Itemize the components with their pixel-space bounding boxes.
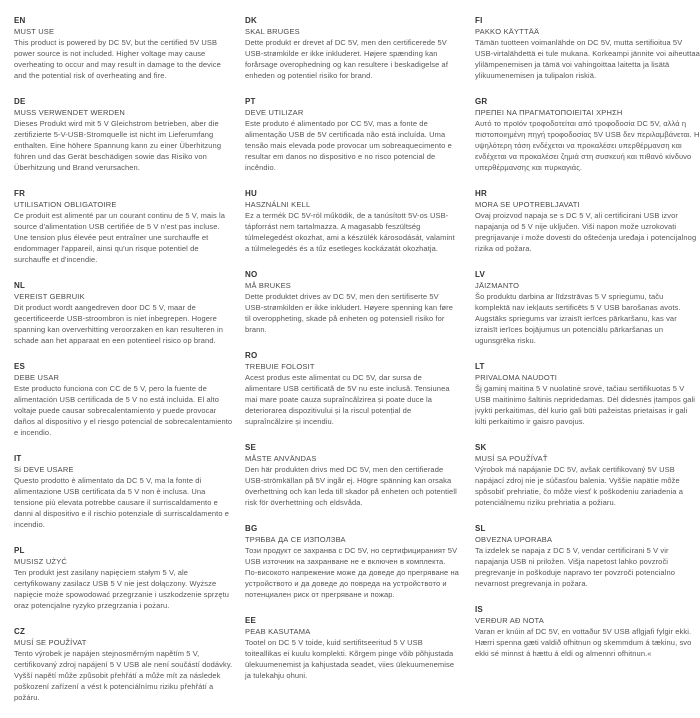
notice-section-sk — [475, 442, 700, 508]
notice-body: This product is powered by DC 5V, but the certified 5V USB power source is not included. Higher voltage may cause overheating to occur and may result in damage to the device and the potential risk of overheating and fire. — [14, 38, 221, 80]
language-code: HR — [475, 189, 487, 198]
notice-title: UTILISATION OBLIGATOIRE — [14, 200, 117, 209]
notice-title: VEREIST GEBRUIK — [14, 292, 85, 301]
language-code: EN — [14, 16, 26, 25]
notice-section-de — [14, 96, 233, 173]
notice-title: ΠΡΕΠΕΙ ΝΑ ΠΡΑΓΜΑΤΟΠΟΙΕΙΤΑΙ ΧΡΗΣΗ — [475, 108, 623, 117]
language-code: ES — [14, 362, 26, 371]
notice-title: MUSÍ SE POUŽÍVAT — [14, 638, 87, 647]
language-code: FR — [14, 189, 26, 198]
notice-body: Ta izdelek se napaja z DC 5 V, vendar certificirani 5 V vir napajanja USB ni priložen. Višja napetost lahko povzroči pregrevanje in poškoduje napravo ter povzroči potencialno nevarnost pregrevanja in požara. — [475, 546, 675, 588]
language-code: RO — [245, 351, 258, 360]
language-code: SE — [245, 443, 257, 452]
language-code: FI — [475, 16, 483, 25]
notice-title: MUSISZ UŻYĆ — [14, 557, 68, 566]
notice-section-sl — [475, 523, 700, 589]
notice-body: Dit product wordt aangedreven door DC 5 V, maar de gecertificeerde USB-stroombron is niet inbegrepen. Hogere spanning kan oververhitting veroorzaken en kan resulteren in schade aan het apparaat en een potentieel risico op brand. — [14, 303, 224, 345]
notice-title: Si DEVE USARE — [14, 465, 74, 474]
notice-section-ro — [245, 350, 459, 427]
language-code: GR — [475, 97, 488, 106]
language-code: NL — [14, 281, 26, 290]
notice-body: Ez a termék DC 5V-ról működik, de a tanúsított 5V-os USB-tápforrást nem tartalmazza. A magasabb feszültség túlmelegedést okozhat, ami a készülék károsodását, valamint a túlmelegedés és a tűz esetleges kockázatát okozhatja. — [245, 211, 455, 253]
notice-title: TREBUIE FOLOSIT — [245, 362, 315, 371]
notice-body: Ten produkt jest zasilany napięciem stałym 5 V, ale certyfikowany zasilacz USB 5 V nie jest dołączony. Wyższe napięcie może spowodować przegrzanie i uszkodzenie sprzętu oraz potencjalne ryzyko przegrzania i pożaru. — [14, 568, 230, 610]
notice-body: Este produto é alimentado por CC 5V, mas a fonte de alimentação USB de 5V certificada não está incluída. Uma tensão mais elevada pode provocar um sobreaquecimento e resultar em danos no dispositivo e no risco potencial de incêndio. — [245, 119, 452, 172]
language-code: NO — [245, 270, 258, 279]
notice-title: MUSÍ SA POUŽÍVAŤ — [475, 454, 548, 463]
notice-section-ee — [245, 615, 459, 681]
language-code: DK — [245, 16, 257, 25]
notice-title: MORA SE UPOTREBLJAVATI — [475, 200, 580, 209]
notice-title: JĀIZMANTO — [475, 281, 520, 290]
notice-title: MUST USE — [14, 27, 55, 36]
notice-section-bg — [245, 523, 459, 600]
language-code: PT — [245, 97, 256, 106]
notice-column-3 — [475, 15, 700, 718]
notice-body: Acest produs este alimentat cu DC 5V, dar sursa de alimentare USB certificată de 5V nu este inclusă. Tensiunea mai mare poate cauza supraîncălzirea și poate duce la deteriorarea dispozitivului și la riscul potențial de supraîncălzire și incendiu. — [245, 373, 450, 426]
notice-body: Този продукт се захранва с DC 5V, но сертифицираният 5V USB източник на захранване не е включен в комплекта. По-високото напрежение може да доведе до прегряване на устройството и да доведе до повреда на устройството и потенциален риск от прегряване и пожар. — [245, 546, 459, 599]
language-code: BG — [245, 524, 258, 533]
notice-section-en — [14, 15, 233, 81]
notice-section-fr — [14, 188, 233, 265]
notice-column-2 — [245, 15, 459, 718]
notice-title: PRIVALOMA NAUDOTI — [475, 373, 558, 382]
notice-section-pt — [245, 96, 459, 173]
notice-title: MÅSTE ANVÄNDAS — [245, 454, 317, 463]
notice-body: Šį gaminį maitina 5 V nuolatinė srovė, tačiau sertifikuotas 5 V USB maitinimo šaltinis nepridedamas. Dėl didesnės įtampos gali įvykti perkaitimas, dėl kurio gali būti pažeistas prietaisas ir gali kilti perkaitimo ir gaisro pavojus. — [475, 384, 696, 426]
notice-section-is — [475, 604, 700, 659]
notice-section-dk — [245, 15, 459, 81]
notice-title: ТРЯБВА ДА СЕ ИЗПОЛЗВА — [245, 535, 346, 544]
notice-body: Tämän tuotteen voimanlähde on DC 5V, mutta sertifioitua 5V USB-virtalähdettä ei tule mukana. Korkeampi jännite voi aiheuttaa ylilämpenemisen ja tämä voi vahingoittaa laitetta ja lisätä ylikuumenemisen ja tulipalon riskiä. — [475, 38, 700, 80]
notice-body: Šo produktu darbina ar līdzstrāvas 5 V spriegumu, taču komplektā nav iekļauts sertificēts 5 V USB barošanas avots. Augstāks spriegums var izraisīt ierīces pārkaršanu, kas var izraisīt ierīces bojājumus un potenciālu pārkaršanas un ugunsgrēka risku. — [475, 292, 681, 345]
notice-title: SKAL BRUGES — [245, 27, 300, 36]
notice-title: VERÐUR AÐ NOTA — [475, 616, 544, 625]
language-code: LT — [475, 362, 485, 371]
notice-body: Questo prodotto è alimentato da DC 5 V, ma la fonte di alimentazione USB certificata da 5 V non è inclusa. Una tensione più elevata potrebbe causare il surriscaldamento e danni al dispositivo e il rischio potenziale di surriscaldamento e incendio. — [14, 476, 230, 529]
notice-section-hu — [245, 188, 459, 254]
language-code: HU — [245, 189, 257, 198]
language-code: LV — [475, 270, 486, 279]
notice-section-se — [245, 442, 459, 508]
language-code: SK — [475, 443, 487, 452]
notice-section-gr — [475, 96, 700, 173]
language-code: DE — [14, 97, 26, 106]
notice-body: Den här produkten drivs med DC 5V, men den certifierade USB-strömkällan på 5V ingår ej. Högre spänning kan orsaka överhettning och kan leda till skador på enheten och potentiell risk för överhettning och eldsvåda. — [245, 465, 457, 507]
notice-body: Dette produktet drives av DC 5V, men den sertifiserte 5V USB-strømkilden er ikke inkludert. Høyere spenning kan føre til overoppheting, skade på enheten og potensiell risiko for brann. — [245, 292, 454, 334]
notice-title: PAKKO KÄYTTÄÄ — [475, 27, 540, 36]
notice-section-fi — [475, 15, 700, 81]
notice-section-nl — [14, 280, 233, 346]
language-code: CZ — [14, 627, 26, 636]
notice-body: Dette produkt er drevet af DC 5V, men den certificerede 5V USB-strømkilde er ikke inkluderet. Højere spænding kan forårsage overophedning og kan resultere i beskadigelse af enheden og potentiel risiko for brand. — [245, 38, 449, 80]
notice-title: DEBE USAR — [14, 373, 60, 382]
notice-section-lv — [475, 269, 700, 346]
notice-title: DEVE UTILIZAR — [245, 108, 304, 117]
notice-body: Tento výrobek je napájen stejnosměrným napětím 5 V, certifikovaný zdroj napájení 5 V USB ale není součástí dodávky. Vyšší napětí může způsobit přehřátí a může mít za následek poškození zařízení a vést k potenciálnímu riziku přehřátí a požáru. — [14, 649, 233, 702]
notice-section-es — [14, 361, 233, 438]
notice-column-1 — [14, 15, 233, 718]
language-code: PL — [14, 546, 25, 555]
language-code: IT — [14, 454, 22, 463]
notice-section-cz — [14, 626, 233, 703]
notice-title: HASZNÁLNI KELL — [245, 200, 311, 209]
notice-section-it — [14, 453, 233, 530]
notice-body: Ce produit est alimenté par un courant continu de 5 V, mais la source d'alimentation USB certifiée de 5 V n'est pas incluse. Une tension plus élevée peut entraîner une surchauffe et endommager l'appareil, ainsi qu'un risque potentiel de surchauffe et d'incendie. — [14, 211, 226, 264]
notice-title: MUSS VERWENDET WERDEN — [14, 108, 126, 117]
language-code: IS — [475, 605, 483, 614]
notice-body: Este producto funciona con CC de 5 V, pero la fuente de alimentación USB certificada de 5 V no está incluida. El alto voltaje puede causar sobrecalentamiento y puede provocar daños al dispositivo y el riesgo potencial de sobrecalentamiento e incendio. — [14, 384, 233, 437]
notice-title: MÅ BRUKES — [245, 281, 291, 290]
notice-title: OBVEZNA UPORABA — [475, 535, 553, 544]
language-code: EE — [245, 616, 257, 625]
notice-body: Varan er knúin af DC 5V, en vottaður 5V USB aflgjafi fylgir ekki. Hærri spenna gæti valdið ofhitnun og skemmdum á tækinu, svo ekki sé minnst á hættu á eldi og almennri ofhitnun.« — [475, 627, 692, 658]
notice-body: Výrobok má napájanie DC 5V, avšak certifikovaný 5V USB napájací zdroj nie je súčasťou balenia. Vyššie napätie môže spôsobiť prehriatie, čo môže viesť k poškodeniu zariadenia a potenciálnemu riziku prehriatia a požiaru. — [475, 465, 683, 507]
notice-section-lt — [475, 361, 700, 427]
notice-body: Αυτό το προϊόν τροφοδοτείται από τροφοδοσία DC 5V, αλλά η πιστοποιημένη πηγή τροφοδοσίας 5V USB δεν περιλαμβάνεται. Η υψηλότερη τάση ενδέχεται να προκαλέσει υπερθέρμανση και ενδέχεται να προκαλέσει ζημιά στη συσκευή και πιθανό κίνδυνο υπερθέρμανσης και πυρκαγιάς. — [475, 119, 700, 172]
notice-section-hr — [475, 188, 700, 254]
notice-body: Ovaj proizvod napaja se s DC 5 V, ali certificirani USB izvor napajanja od 5 V nije uključen. Viši napon može uzrokovati pregrijavanje i može dovesti do oštećenja uređaja i potencijalnog rizika od požara. — [475, 211, 697, 253]
notice-body: Tootel on DC 5 V toide, kuid sertifitseeritud 5 V USB toiteallikas ei kuulu komplekti. Kõrgem pinge võib põhjustada ülekuumenemist ja kahjustada seadet, viies ülekuumenemise ja tulekahju ohuni. — [245, 638, 455, 680]
notice-title: PEAB KASUTAMA — [245, 627, 311, 636]
language-code: SL — [475, 524, 486, 533]
notice-body: Dieses Produkt wird mit 5 V Gleichstrom betrieben, aber die zertifizierte 5-V-USB-Stromquelle ist nicht im Lieferumfang enthalten. Eine höhere Spannung kann zu einer Überhitzung führen und das Gerät beschädigen sowie das Risiko von Überhitzung und Brand verursachen. — [14, 119, 222, 172]
notice-section-pl — [14, 545, 233, 611]
notice-section-no — [245, 269, 459, 335]
